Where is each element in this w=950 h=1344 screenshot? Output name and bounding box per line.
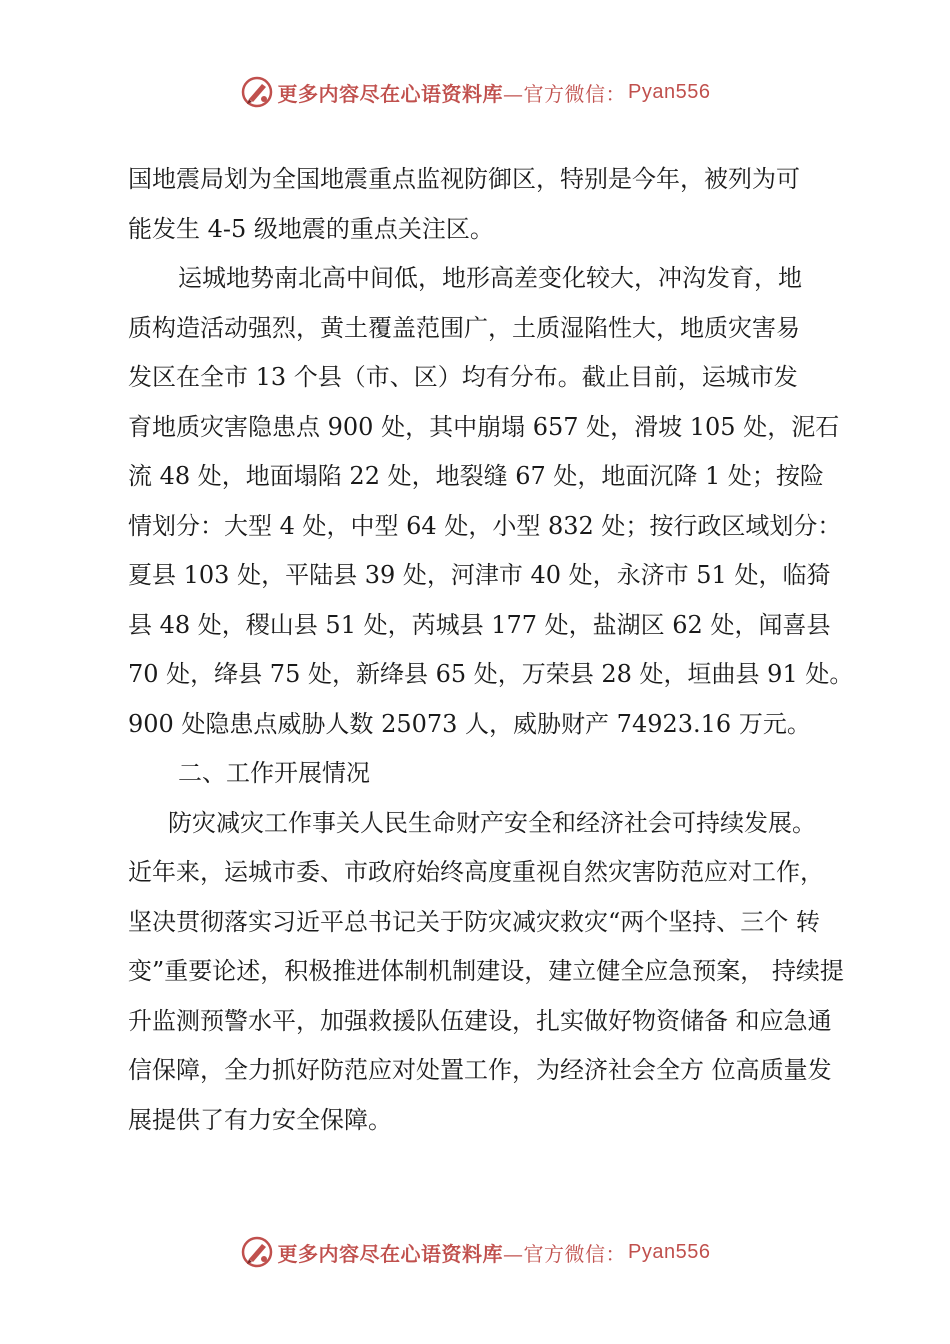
body-line: 能发生 4-5 级地震的重点关注区。 <box>128 214 494 243</box>
body-line: 信保障，全力抓好防范应对处置工作，为经济社会全方 位高质量发 <box>128 1056 832 1084</box>
watermark-main-text: 更多内容尽在心语资料库 <box>277 1241 504 1266</box>
body-line: 夏县 103 处，平陆县 39 处，河津市 40 处，永济市 51 处，临猗 <box>128 561 831 589</box>
watermark-id-text: Pyan556 <box>628 80 711 103</box>
watermark-main-text: 更多内容尽在心语资料库 <box>277 81 504 106</box>
body-line: 质构造活动强烈，黄土覆盖范围广，土质湿陷性大，地质灾害易 <box>128 313 800 342</box>
watermark-sub-text: —官方微信： <box>503 1241 627 1266</box>
body-line: 70 处，绛县 75 处，新绛县 65 处，万荣县 28 处，垣曲县 91 处。 <box>128 660 854 688</box>
header-watermark <box>0 70 950 114</box>
body-line: 升监测预警水平，加强救援队伍建设，扎实做好物资储备 和应急通 <box>128 1006 832 1035</box>
body-line: 育地质灾害隐患点 900 处，其中崩塌 657 处，滑坡 105 处，泥石 <box>128 412 840 441</box>
body-line: 防灾减灾工作事关人民生命财产安全和经济社会可持续发展。 <box>168 808 816 837</box>
pen-seal-icon <box>240 75 274 109</box>
body-line: 近年来，运城市委、市政府始终高度重视自然灾害防范应对工作， <box>128 858 824 886</box>
body-line: 情划分：大型 4 处，中型 64 处，小型 832 处；按行政区域划分： <box>128 511 842 540</box>
body-line: 发区在全市 13 个县（市、区）均有分布。截止目前，运城市发 <box>128 363 798 391</box>
section-heading: 二、工作开展情况 <box>178 759 370 787</box>
body-line: 变”重要论述，积极推进体制机制建设，建立健全应急预案， 持续提 <box>128 957 844 985</box>
body-line: 运城地势南北高中间低，地形高差变化较大，冲沟发育，地 <box>178 264 802 292</box>
pen-seal-icon <box>240 1235 274 1269</box>
watermark-id-text: Pyan556 <box>628 1240 711 1263</box>
document-body <box>128 155 854 1145</box>
body-line: 坚决贯彻落实习近平总书记关于防灾减灾救灾“两个坚持、三个 转 <box>128 907 820 936</box>
footer-watermark <box>0 1230 950 1274</box>
body-line: 展提供了有力安全保障。 <box>128 1105 392 1134</box>
body-line: 国地震局划为全国地震重点监视防御区，特别是今年，被列为可 <box>128 165 800 193</box>
watermark-sub-text: —官方微信： <box>503 81 627 106</box>
body-line: 县 48 处，稷山县 51 处，芮城县 177 处，盐湖区 62 处，闻喜县 <box>128 610 831 639</box>
body-line: 900 处隐患点威胁人数 25073 人，威胁财产 74923.16 万元。 <box>128 709 811 738</box>
body-line: 流 48 处，地面塌陷 22 处，地裂缝 67 处，地面沉降 1 处；按险 <box>128 462 824 490</box>
